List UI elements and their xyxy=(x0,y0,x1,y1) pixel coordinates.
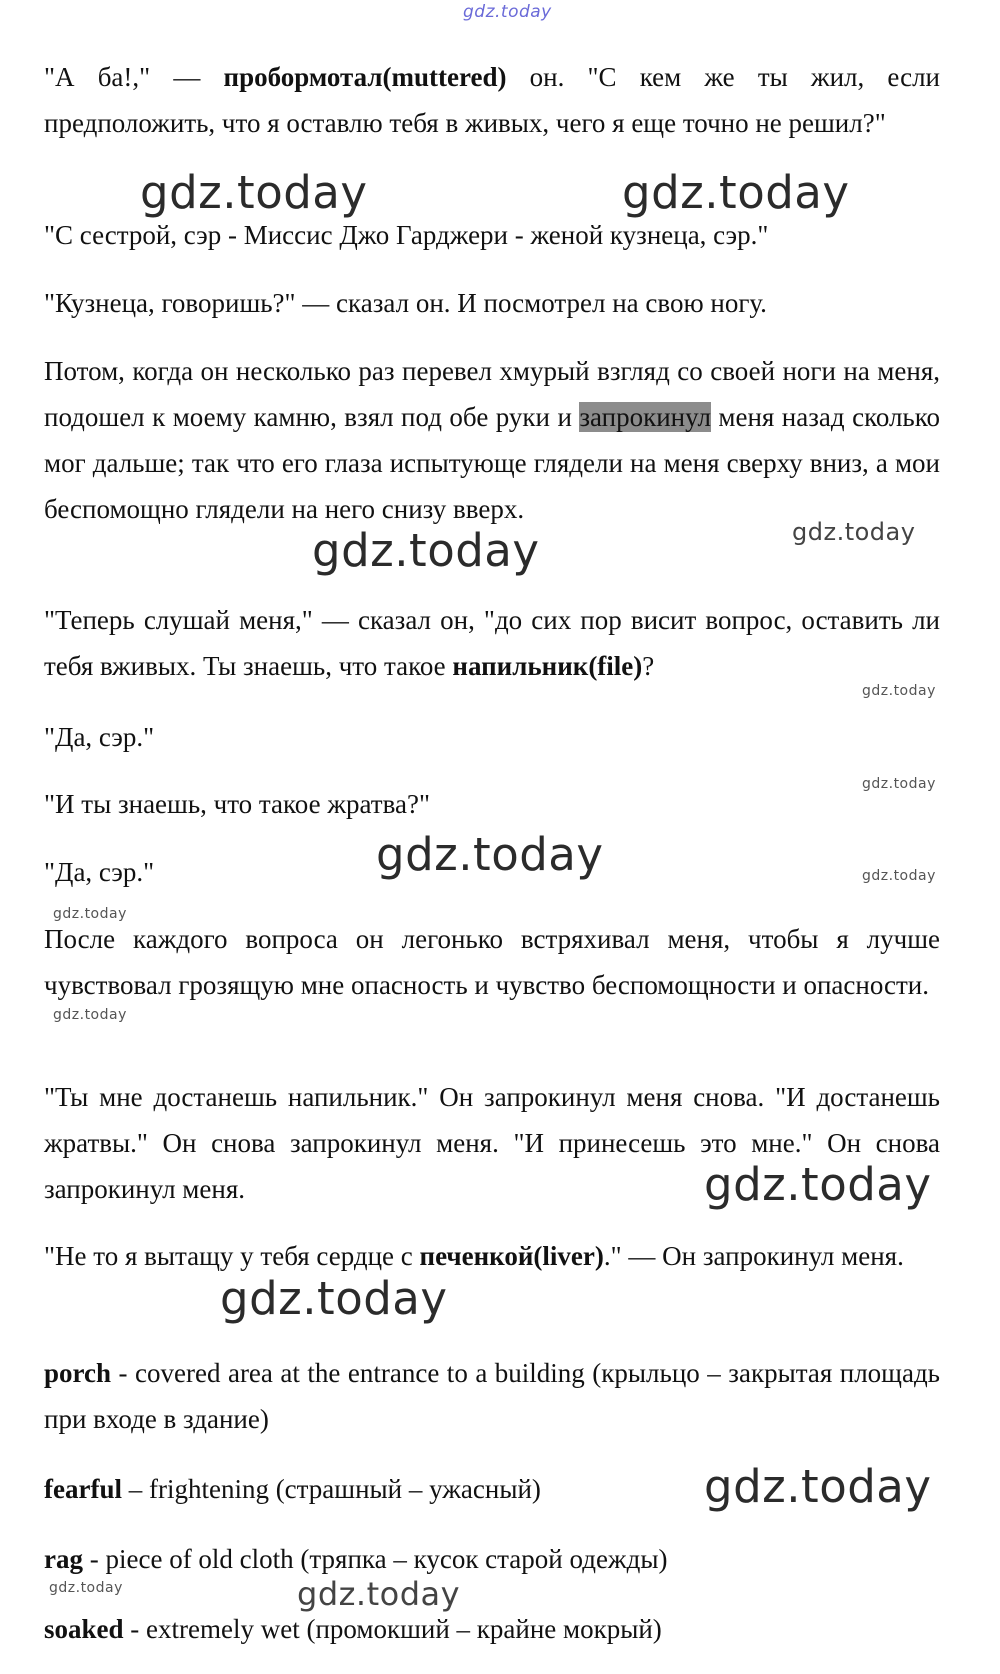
vocab-entry-soaked xyxy=(44,1606,940,1652)
watermark: gdz.today xyxy=(220,1272,448,1325)
vocab-entry-porch xyxy=(44,1350,940,1442)
watermark: gdz.today xyxy=(49,1580,123,1596)
bold-term: пробормотал(muttered) xyxy=(223,62,507,92)
paragraph-9: После каждого вопроса он легонько встряхивал меня, чтобы я лучше чувствовал грозящую мне опасность и чувство беспомощности и опасности. xyxy=(44,924,940,1000)
vocab-sep: - xyxy=(111,1358,136,1388)
vocab-sep: - xyxy=(123,1614,147,1644)
paragraph-3: "Кузнеца, говоришь?" — сказал он. И посмотрел на свою ногу. xyxy=(44,288,767,318)
watermark: gdz.today xyxy=(704,1460,932,1513)
text-span: "Теперь слушай меня," — сказал он, "до сих пор висит вопрос, оставить ли тебя вживых. Ты знаешь, что такое xyxy=(44,605,940,681)
highlighted-word: запрокинул xyxy=(579,402,711,432)
watermark: gdz.today xyxy=(140,166,368,219)
watermark: gdz.today xyxy=(53,1007,127,1023)
bold-term: печенкой(liver) xyxy=(419,1241,604,1271)
text-span: ? xyxy=(642,651,655,681)
paragraph-6: "Да, сэр." xyxy=(44,722,155,752)
vocab-definition: covered area at the entrance to a building (крыльцо – закрытая площадь при входе в здание) xyxy=(44,1358,940,1434)
paragraph-5 xyxy=(44,597,940,689)
watermark: gdz.today xyxy=(704,1158,932,1211)
watermark: gdz.today xyxy=(297,1575,461,1613)
watermark: gdz.today xyxy=(312,524,540,577)
paragraph-1 xyxy=(44,54,940,146)
text-span: ." — Он запрокинул меня. xyxy=(603,1241,904,1271)
vocab-word: fearful xyxy=(44,1474,122,1504)
text-span: меня назад сколько мог дальше; так что его глаза испытующе глядели на меня сверху вниз, а мои беспомощно глядели на него снизу вверх. xyxy=(44,402,940,524)
paragraph-7: "И ты знаешь, что такое жратва?" xyxy=(44,789,430,819)
vocab-word: porch xyxy=(44,1358,112,1388)
watermark: gdz.today xyxy=(792,518,916,546)
watermark: gdz.today xyxy=(53,906,127,922)
header-watermark: gdz.today xyxy=(463,2,552,22)
vocab-sep: – xyxy=(121,1474,149,1504)
text-span: он. "С кем же ты жил, если предположить, что я оставлю тебя в живых, чего я еще точно не решил?" xyxy=(44,62,940,138)
vocab-sep: - xyxy=(82,1544,106,1574)
watermark: gdz.today xyxy=(622,166,850,219)
watermark: gdz.today xyxy=(862,868,936,884)
paragraph-11 xyxy=(44,1233,940,1279)
vocab-word: soaked xyxy=(44,1614,124,1644)
vocab-definition: extremely wet (промокший – крайне мокрый) xyxy=(146,1614,662,1644)
text-span: "А ба!," — xyxy=(44,62,224,92)
paragraph-4 xyxy=(44,348,940,532)
watermark: gdz.today xyxy=(376,828,604,881)
vocab-entry-fearful xyxy=(44,1466,940,1512)
paragraph-10: "Ты мне достанешь напильник." Он запрокинул меня снова. "И достанешь жратвы." Он снова запрокинул меня. "И принесешь это мне." Он снова запрокинул меня. xyxy=(44,1082,940,1204)
vocab-word: rag xyxy=(44,1544,83,1574)
bold-term: напильник(file) xyxy=(452,651,643,681)
vocab-entry-rag xyxy=(44,1536,940,1582)
watermark: gdz.today xyxy=(862,683,936,699)
vocab-definition: frightening (страшный – ужасный) xyxy=(148,1474,541,1504)
paragraph-2: "С сестрой, сэр - Миссис Джо Гарджери - женой кузнеца, сэр." xyxy=(44,220,769,250)
text-span: Потом, когда он несколько раз перевел хмурый взгляд со своей ноги на меня, подошел к моему камню, взял под обе руки и xyxy=(44,356,940,432)
vocab-definition: piece of old cloth (тряпка – кусок старой одежды) xyxy=(105,1544,668,1574)
paragraph-8: "Да, сэр." xyxy=(44,857,155,887)
watermark: gdz.today xyxy=(862,776,936,792)
text-span: "Не то я вытащу у тебя сердце с xyxy=(44,1241,420,1271)
